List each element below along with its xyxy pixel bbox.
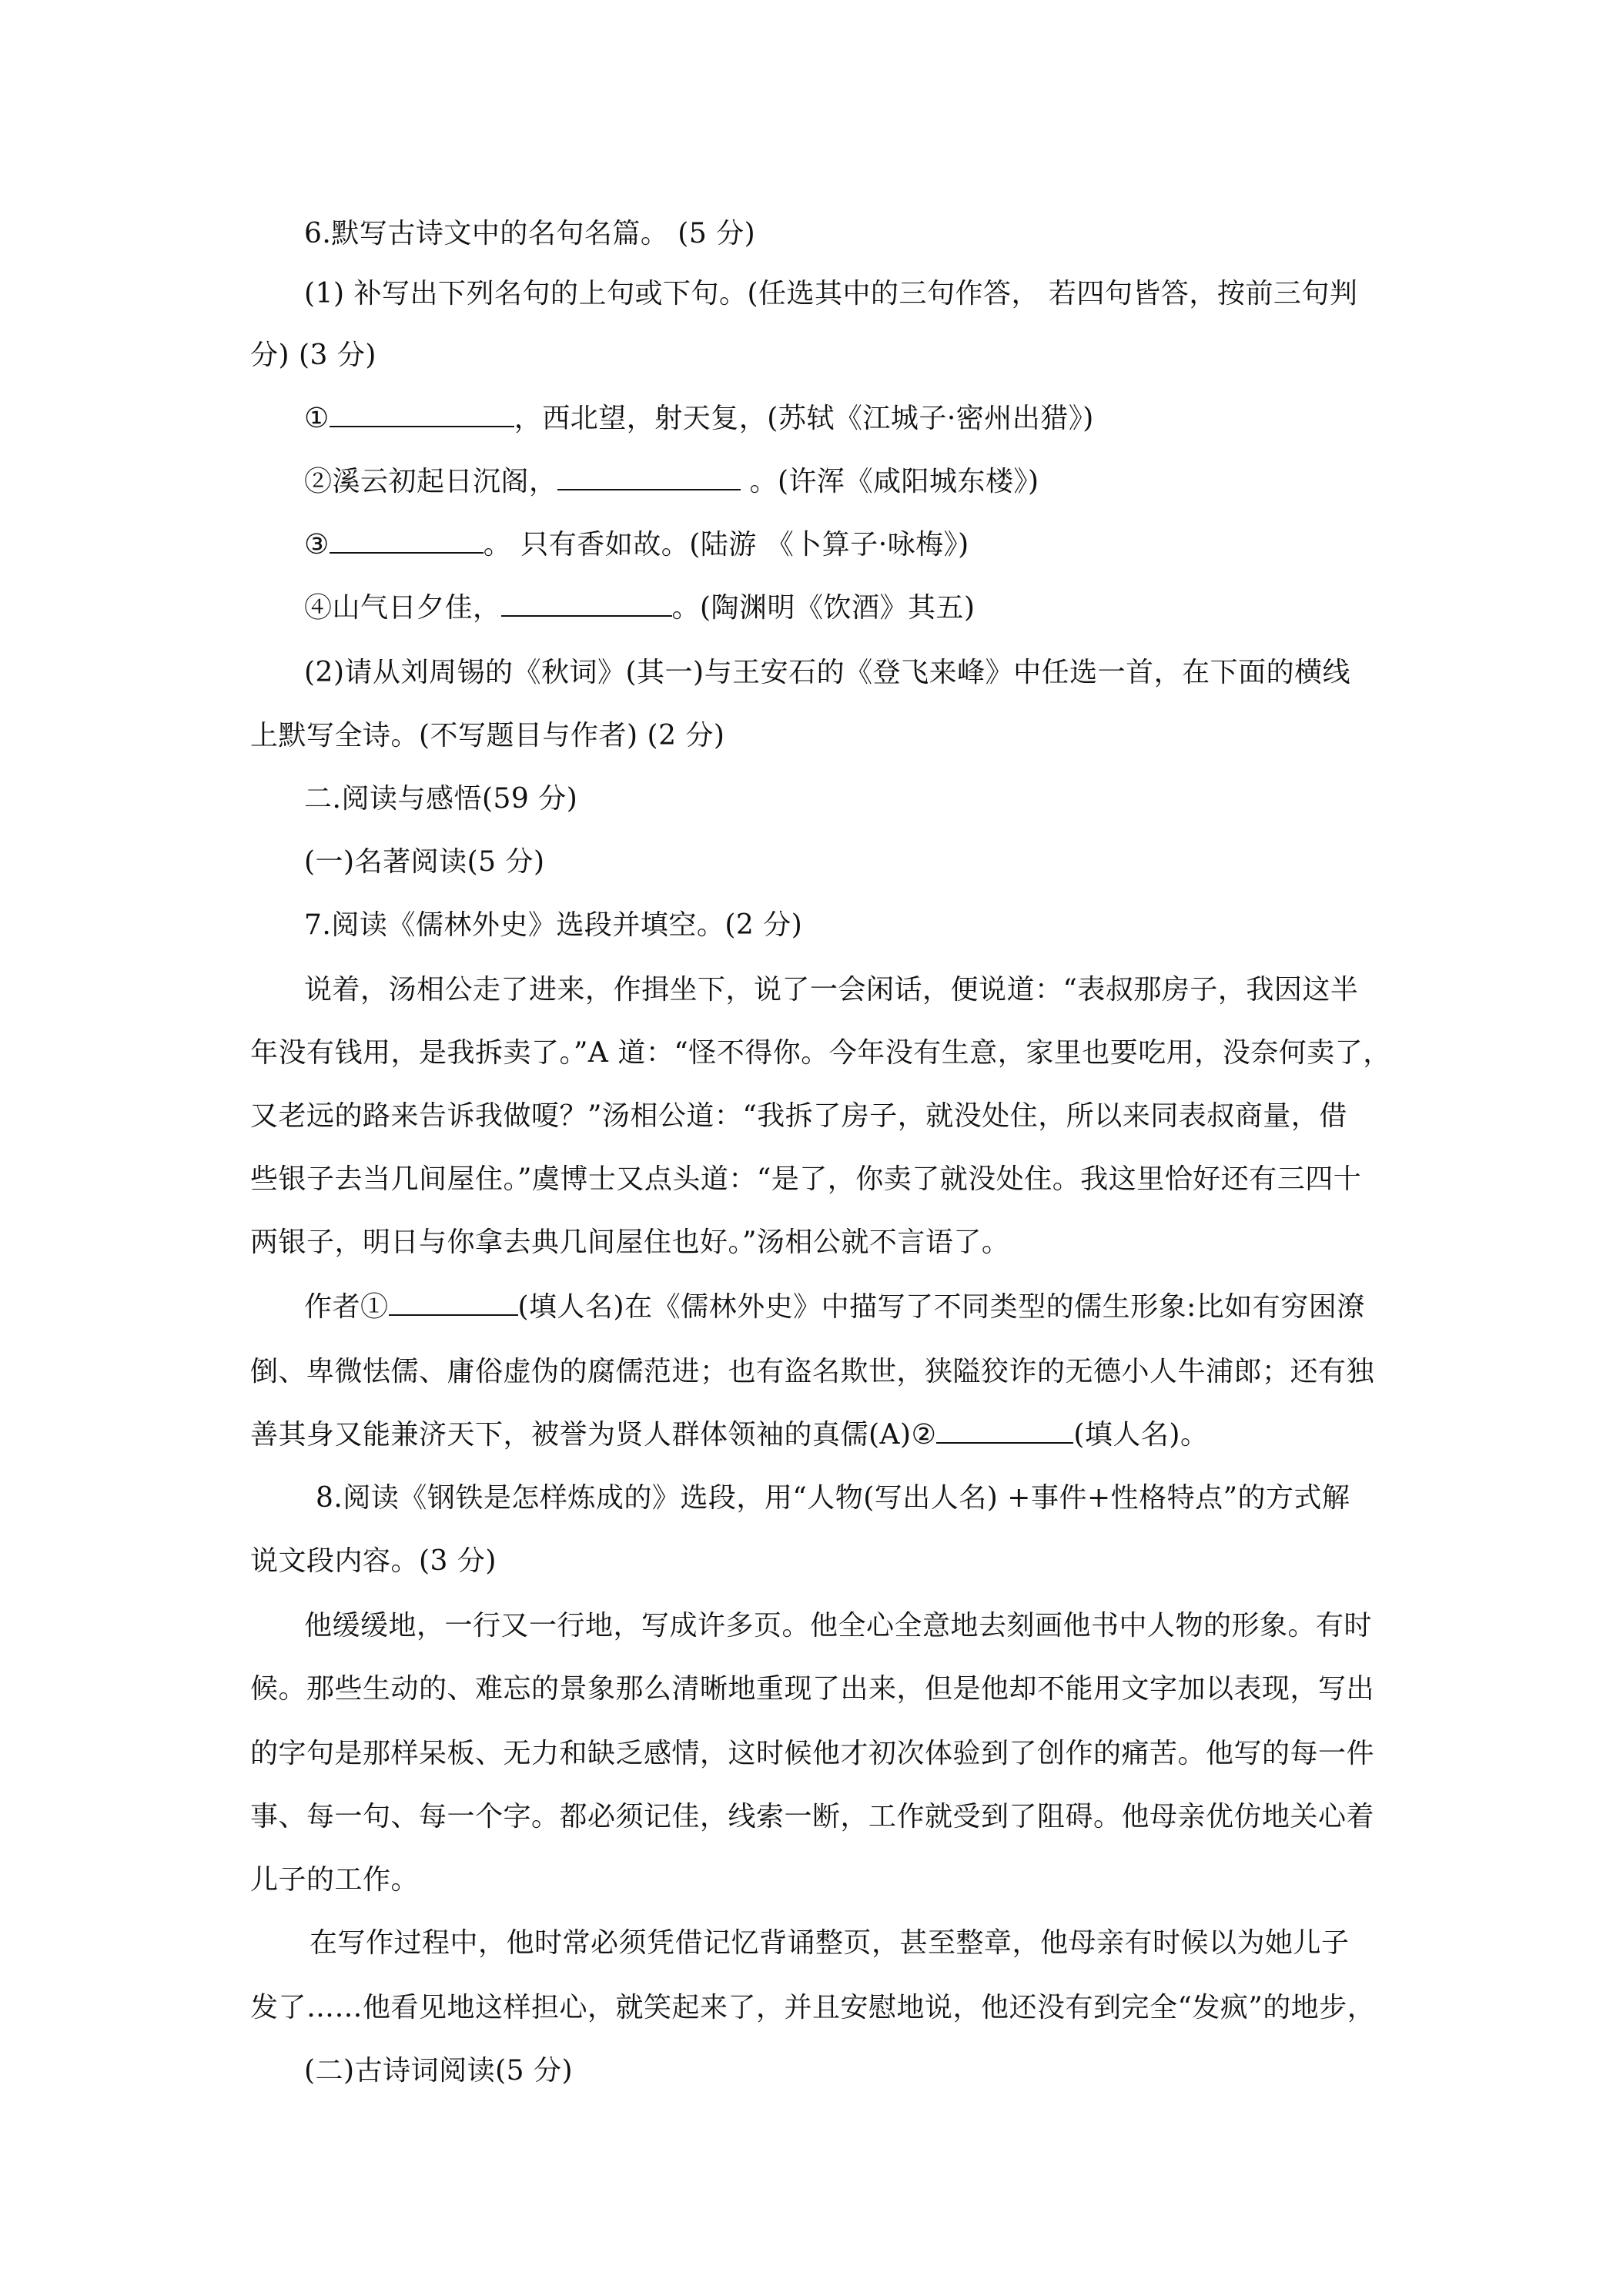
q8-para2-line: 发了……他看见地这样担心，就笑起来了，并且安慰地说，他还没有到完全“发疯”的地步， xyxy=(250,1992,1376,2023)
author-name-blank[interactable] xyxy=(389,1291,518,1316)
q8-para1-line: 他缓缓地，一行又一行地，写成许多页。他全心全意地去刻画他书中人物的形象。有时 xyxy=(304,1610,1373,1642)
item-4-suffix: 。(陶渊明《饮酒》其五) xyxy=(671,592,975,624)
q6-item-4 xyxy=(304,591,975,625)
q7-fill-line-2: 倒、卑微怯儒、庸俗虚伪的腐儒范进；也有盗名欺世，狭隘狡诈的无德小人牛浦郎；还有独 xyxy=(250,1356,1375,1387)
q8-para1-line: 事、每一句、每一个字。都必须记佳，线索一断，工作就受到了阻碍。他母亲优仿地关心着 xyxy=(250,1801,1375,1832)
section-2-title: 二.阅读与感悟(59 分) xyxy=(304,783,578,815)
answer-blank-3[interactable] xyxy=(330,529,484,554)
q6-part1-line2: 分) (3 分) xyxy=(250,340,376,371)
q7-passage-line: 又老远的路来告诉我做嗄？”汤相公道：“我拆了房子，就没处住，所以来同表叔商量，借 xyxy=(250,1100,1347,1132)
character-name-blank[interactable] xyxy=(936,1419,1073,1444)
q8-para1-line: 儿子的工作。 xyxy=(250,1864,420,1896)
item-3-prefix: ③ xyxy=(304,529,330,561)
answer-blank-1[interactable] xyxy=(330,403,514,427)
q8-para1-line: 的字句是那样呆板、无力和缺乏感情，这时候他才初次体验到了创作的痛苦。他写的每一件 xyxy=(250,1738,1375,1769)
q7-passage-line: 说着，汤相公走了进来，作揖坐下，说了一会闲话，便说道：“表叔那房子，我因这半 xyxy=(304,974,1359,1006)
item-1-suffix: ，西北望，射天复，(苏轼《江城子·密州出猎》) xyxy=(514,403,1094,434)
q7-fill-line-1 xyxy=(304,1290,1365,1324)
q6-part2-line2: 上默写全诗。(不写题目与作者) (2 分) xyxy=(250,720,725,751)
q6-part1-line1: (1) 补写出下列名句的上句或下句。(任选其中的三句作答， 若四句皆答，按前三句判 xyxy=(304,278,1358,310)
fill-1-suffix: (填人名)在《儒林外史》中描写了不同类型的儒生形象:比如有穷困潦 xyxy=(517,1291,1365,1323)
section-2-sub1-title: (一)名著阅读(5 分) xyxy=(304,846,545,878)
q7-passage-line: 两银子，明日与你拿去典几间屋住也好。”汤相公就不言语了。 xyxy=(250,1227,1010,1258)
q7-passage-line: 年没有钱用，是我拆卖了。”A 道：“怪不得你。今年没有生意，家里也要吃用，没奈何卖了， xyxy=(250,1037,1391,1069)
section-2-sub2-title: (二)古诗词阅读(5 分) xyxy=(304,2055,574,2087)
answer-blank-2[interactable] xyxy=(557,466,741,490)
q7-passage-line: 些银子去当几间屋住。”虞博士又点头道：“是了，你卖了就没处住。我这里恰好还有三四十 xyxy=(250,1163,1362,1195)
q8-title-line1: 8.阅读《钢铁是怎样炼成的》选段，用“人物(写出人名) +事件+性格特点”的方式解 xyxy=(316,1482,1350,1514)
q6-title: 6.默写古诗文中的名句名篇。 (5 分) xyxy=(304,218,756,249)
q6-item-2 xyxy=(304,465,1039,499)
fill-3-suffix: (填人名)。 xyxy=(1073,1419,1209,1451)
answer-blank-4[interactable] xyxy=(501,592,672,617)
q8-para2-line: 在写作过程中，他时常必须凭借记忆背诵整页，甚至整章，他母亲有时候以为她儿子 xyxy=(310,1927,1350,1959)
q6-part2-line1: (2)请从刘周锡的《秋词》(其一)与王安石的《登飞来峰》中任选一首，在下面的横线 xyxy=(304,657,1351,688)
q7-fill-line-3 xyxy=(250,1418,1208,1452)
fill-3-prefix: 善其身又能兼济天下，被誉为贤人群体领袖的真儒(A)② xyxy=(250,1419,937,1451)
item-2-prefix: ②溪云初起日沉阁， xyxy=(304,466,557,497)
item-4-prefix: ④山气日夕佳， xyxy=(304,592,501,624)
item-1-prefix: ① xyxy=(304,403,330,434)
fill-1-prefix: 作者① xyxy=(304,1291,389,1323)
q7-title: 7.阅读《儒林外史》选段并填空。(2 分) xyxy=(304,909,803,941)
q8-title-line2: 说文段内容。(3 分) xyxy=(250,1545,497,1577)
q6-item-3 xyxy=(304,528,969,562)
q8-para1-line: 候。那些生动的、难忘的景象那么清晰地重现了出来，但是他却不能用文字加以表现，写出 xyxy=(250,1673,1375,1705)
q6-item-1 xyxy=(304,402,1094,436)
item-2-suffix: 。(许浑《咸阳城东楼》) xyxy=(740,466,1039,497)
item-3-suffix: 。 只有香如故。(陆游 《卜算子·咏梅》) xyxy=(483,529,969,561)
